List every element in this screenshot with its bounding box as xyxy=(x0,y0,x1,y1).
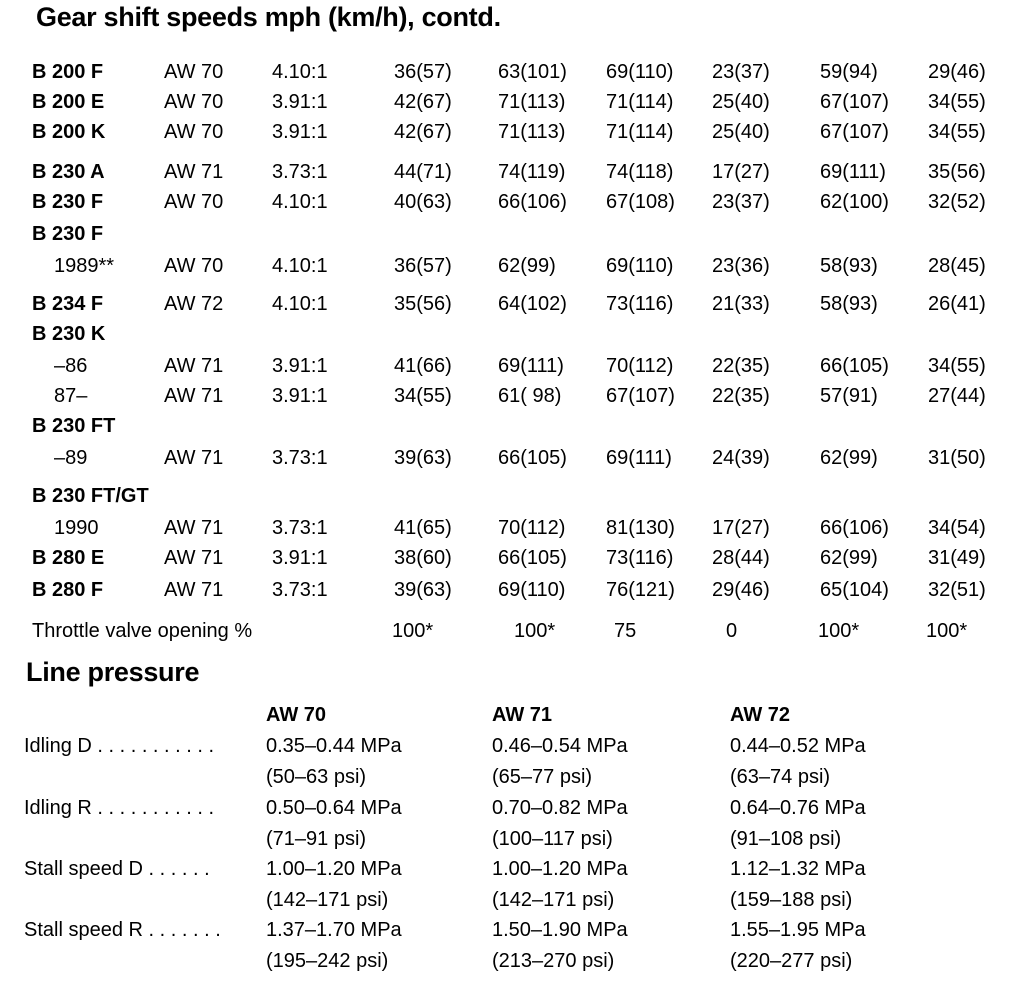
pressure-mpa: 0.44–0.52 MPa xyxy=(730,735,866,757)
speed-cell: 39(63) xyxy=(394,579,452,601)
speed-cell: 17(27) xyxy=(712,517,770,539)
speed-cell: 34(55) xyxy=(928,121,986,143)
model-cell: B 230 FT xyxy=(32,415,116,437)
speed-cell: 39(63) xyxy=(394,447,452,469)
speed-cell: 29(46) xyxy=(928,61,986,83)
speed-cell: 66(105) xyxy=(498,547,567,569)
pressure-psi: (195–242 psi) xyxy=(266,950,389,972)
speed-cell: 69(110) xyxy=(606,61,674,83)
speed-cell: 29(46) xyxy=(712,579,770,601)
speed-cell: 32(52) xyxy=(928,191,986,213)
speed-cell: 67(107) xyxy=(820,91,889,113)
pressure-mpa: 1.12–1.32 MPa xyxy=(730,858,866,880)
axle-ratio-cell: 3.91:1 xyxy=(272,355,328,377)
pressure-psi: (65–77 psi) xyxy=(492,766,593,788)
speed-cell: 22(35) xyxy=(712,385,770,407)
speed-cell: 17(27) xyxy=(712,161,770,183)
speed-cell: 34(55) xyxy=(928,355,986,377)
pressure-mpa: 1.55–1.95 MPa xyxy=(730,919,866,941)
axle-ratio-cell: 3.91:1 xyxy=(272,385,328,407)
speed-cell: 23(37) xyxy=(712,191,770,213)
speed-cell: 66(106) xyxy=(820,517,889,539)
speed-cell: 34(55) xyxy=(928,91,986,113)
page-title: Gear shift speeds mph (km/h), contd. xyxy=(36,2,501,32)
model-cell: B 200 E xyxy=(32,91,105,113)
speed-cell: 58(93) xyxy=(820,293,878,315)
speed-cell: 69(111) xyxy=(820,161,886,183)
throttle-value: 100* xyxy=(818,620,860,642)
pressure-psi: (142–171 psi) xyxy=(266,889,389,911)
pressure-psi: (159–188 psi) xyxy=(730,889,853,911)
speed-cell: 23(37) xyxy=(712,61,770,83)
speed-cell: 25(40) xyxy=(712,91,770,113)
speed-cell: 81(130) xyxy=(606,517,675,539)
speed-cell: 28(44) xyxy=(712,547,770,569)
speed-cell: 71(113) xyxy=(498,91,566,113)
pressure-mpa: 0.64–0.76 MPa xyxy=(730,797,866,819)
transmission-cell: AW 70 xyxy=(164,91,224,113)
speed-cell: 58(93) xyxy=(820,255,878,277)
speed-cell: 24(39) xyxy=(712,447,770,469)
transmission-cell: AW 70 xyxy=(164,255,224,277)
line-pressure-title: Line pressure xyxy=(26,657,200,687)
speed-cell: 62(99) xyxy=(820,547,878,569)
speed-cell: 74(118) xyxy=(606,161,674,183)
model-cell: 1989** xyxy=(54,255,115,277)
speed-cell: 59(94) xyxy=(820,61,878,83)
pressure-psi: (213–270 psi) xyxy=(492,950,615,972)
speed-cell: 70(112) xyxy=(606,355,674,377)
pressure-psi: (50–63 psi) xyxy=(266,766,367,788)
pressure-row-label: Stall speed D . . . . . . xyxy=(24,858,210,880)
pressure-psi: (63–74 psi) xyxy=(730,766,831,788)
transmission-cell: AW 70 xyxy=(164,61,224,83)
pressure-mpa: 0.50–0.64 MPa xyxy=(266,797,402,819)
pressure-mpa: 1.00–1.20 MPa xyxy=(266,858,402,880)
model-cell: B 230 F xyxy=(32,223,104,245)
pressure-row-label: Stall speed R . . . . . . . xyxy=(24,919,221,941)
model-cell: –89 xyxy=(54,447,88,469)
speed-cell: 70(112) xyxy=(498,517,566,539)
pressure-mpa: 1.50–1.90 MPa xyxy=(492,919,628,941)
pressure-row-label: Idling D . . . . . . . . . . . xyxy=(24,735,215,757)
transmission-cell: AW 71 xyxy=(164,161,224,183)
model-cell: B 230 FT/GT xyxy=(32,485,149,507)
speed-cell: 22(35) xyxy=(712,355,770,377)
pressure-psi: (71–91 psi) xyxy=(266,828,367,850)
speed-cell: 71(114) xyxy=(606,91,674,113)
throttle-value: 100* xyxy=(926,620,968,642)
model-cell: B 230 F xyxy=(32,191,104,213)
model-cell: –86 xyxy=(54,355,88,377)
axle-ratio-cell: 3.73:1 xyxy=(272,447,328,469)
transmission-cell: AW 70 xyxy=(164,191,224,213)
speed-cell: 69(110) xyxy=(606,255,674,277)
speed-cell: 69(111) xyxy=(498,355,564,377)
transmission-cell: AW 71 xyxy=(164,447,224,469)
speed-cell: 73(116) xyxy=(606,293,674,315)
speed-cell: 35(56) xyxy=(928,161,986,183)
pressure-psi: (91–108 psi) xyxy=(730,828,842,850)
model-cell: B 280 E xyxy=(32,547,105,569)
pressure-mpa: 1.00–1.20 MPa xyxy=(492,858,628,880)
column-header: AW 70 xyxy=(266,704,327,726)
speed-cell: 31(49) xyxy=(928,547,986,569)
speed-cell: 69(110) xyxy=(498,579,566,601)
speed-cell: 67(107) xyxy=(820,121,889,143)
speed-cell: 23(36) xyxy=(712,255,770,277)
transmission-cell: AW 71 xyxy=(164,517,224,539)
speed-cell: 21(33) xyxy=(712,293,770,315)
speed-cell: 40(63) xyxy=(394,191,452,213)
speed-cell: 28(45) xyxy=(928,255,986,277)
speed-cell: 42(67) xyxy=(394,121,452,143)
model-cell: B 230 A xyxy=(32,161,105,183)
pressure-mpa: 0.35–0.44 MPa xyxy=(266,735,402,757)
axle-ratio-cell: 4.10:1 xyxy=(272,191,328,213)
speed-cell: 31(50) xyxy=(928,447,986,469)
axle-ratio-cell: 3.91:1 xyxy=(272,547,328,569)
speed-cell: 42(67) xyxy=(394,91,452,113)
speed-cell: 32(51) xyxy=(928,579,986,601)
throttle-value: 100* xyxy=(392,620,434,642)
speed-cell: 67(107) xyxy=(606,385,675,407)
pressure-psi: (142–171 psi) xyxy=(492,889,615,911)
model-cell: 1990 xyxy=(54,517,99,539)
model-cell: B 200 K xyxy=(32,121,106,143)
speed-cell: 62(99) xyxy=(820,447,878,469)
speed-cell: 57(91) xyxy=(820,385,878,407)
model-cell: B 230 K xyxy=(32,323,106,345)
throttle-value: 0 xyxy=(726,620,738,642)
speed-cell: 26(41) xyxy=(928,293,986,315)
transmission-cell: AW 70 xyxy=(164,121,224,143)
model-cell: B 280 F xyxy=(32,579,104,601)
axle-ratio-cell: 3.73:1 xyxy=(272,517,328,539)
speed-cell: 34(54) xyxy=(928,517,986,539)
axle-ratio-cell: 3.73:1 xyxy=(272,161,328,183)
speed-cell: 36(57) xyxy=(394,61,452,83)
speed-cell: 74(119) xyxy=(498,161,566,183)
speed-cell: 27(44) xyxy=(928,385,986,407)
speed-cell: 62(100) xyxy=(820,191,889,213)
pressure-mpa: 1.37–1.70 MPa xyxy=(266,919,402,941)
speed-cell: 71(114) xyxy=(606,121,674,143)
speed-cell: 34(55) xyxy=(394,385,452,407)
transmission-cell: AW 72 xyxy=(164,293,224,315)
pressure-psi: (220–277 psi) xyxy=(730,950,853,972)
transmission-cell: AW 71 xyxy=(164,385,224,407)
speed-cell: 64(102) xyxy=(498,293,567,315)
pressure-mpa: 0.46–0.54 MPa xyxy=(492,735,628,757)
speed-cell: 65(104) xyxy=(820,579,889,601)
axle-ratio-cell: 3.73:1 xyxy=(272,579,328,601)
column-header: AW 71 xyxy=(492,704,553,726)
model-cell: B 200 F xyxy=(32,61,104,83)
speed-cell: 25(40) xyxy=(712,121,770,143)
throttle-label: Throttle valve opening % xyxy=(32,620,253,642)
column-header: AW 72 xyxy=(730,704,791,726)
speed-cell: 73(116) xyxy=(606,547,674,569)
throttle-value: 100* xyxy=(514,620,556,642)
speed-cell: 36(57) xyxy=(394,255,452,277)
model-cell: 87– xyxy=(54,385,88,407)
speed-cell: 67(108) xyxy=(606,191,675,213)
speed-cell: 62(99) xyxy=(498,255,556,277)
transmission-cell: AW 71 xyxy=(164,355,224,377)
speed-cell: 71(113) xyxy=(498,121,566,143)
transmission-cell: AW 71 xyxy=(164,579,224,601)
axle-ratio-cell: 4.10:1 xyxy=(272,61,328,83)
speed-cell: 44(71) xyxy=(394,161,452,183)
speed-cell: 69(111) xyxy=(606,447,672,469)
speed-cell: 66(105) xyxy=(820,355,889,377)
pressure-row-label: Idling R . . . . . . . . . . . xyxy=(24,797,215,819)
throttle-value: 75 xyxy=(614,620,637,642)
transmission-cell: AW 71 xyxy=(164,547,224,569)
speed-cell: 66(106) xyxy=(498,191,567,213)
speed-cell: 76(121) xyxy=(606,579,675,601)
axle-ratio-cell: 3.91:1 xyxy=(272,91,328,113)
speed-cell: 41(65) xyxy=(394,517,452,539)
speed-cell: 41(66) xyxy=(394,355,452,377)
axle-ratio-cell: 4.10:1 xyxy=(272,293,328,315)
pressure-mpa: 0.70–0.82 MPa xyxy=(492,797,628,819)
pressure-psi: (100–117 psi) xyxy=(492,828,613,850)
model-cell: B 234 F xyxy=(32,293,104,315)
speed-cell: 63(101) xyxy=(498,61,567,83)
speed-cell: 61( 98) xyxy=(498,385,562,407)
axle-ratio-cell: 3.91:1 xyxy=(272,121,328,143)
speed-cell: 38(60) xyxy=(394,547,452,569)
speed-cell: 35(56) xyxy=(394,293,452,315)
speed-cell: 66(105) xyxy=(498,447,567,469)
axle-ratio-cell: 4.10:1 xyxy=(272,255,328,277)
